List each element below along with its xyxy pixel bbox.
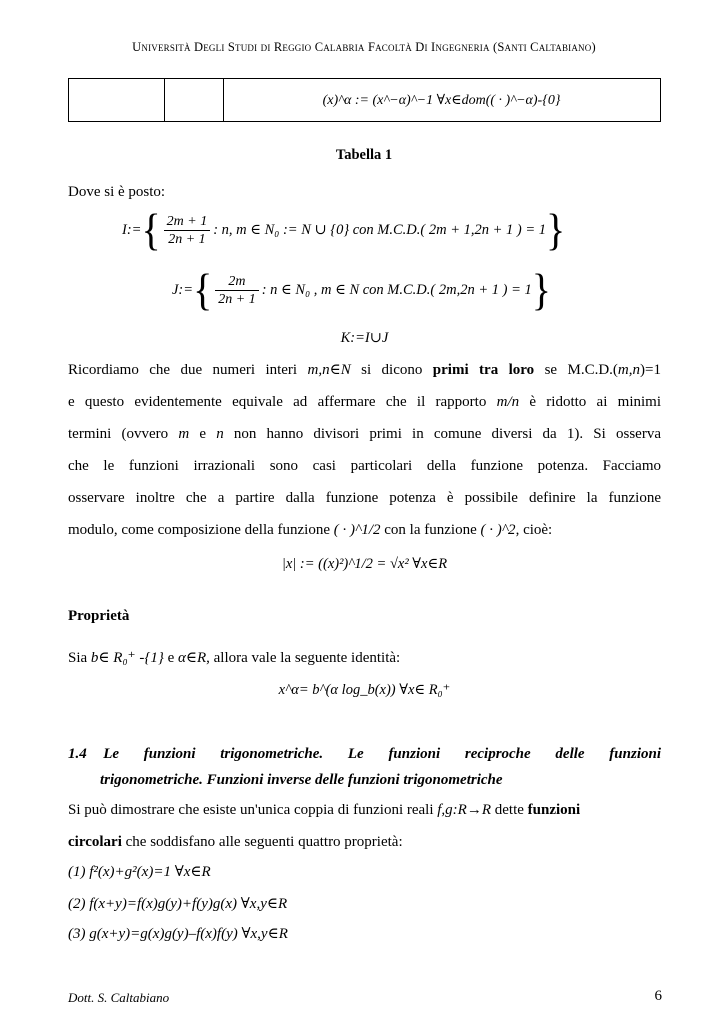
section-title-line-1: 1.4 Le funzioni trigonometriche. Le funzioni reciproche delle funzioni: [68, 746, 661, 762]
left-brace-icon: {: [141, 204, 161, 255]
running-header: Università Degli Studi di Reggio Calabria Facoltà Di Ingegneria (Santi Caltabiano): [132, 40, 596, 54]
set-K-definition: K:=I∪J: [340, 330, 389, 346]
footer-author: Dott. S. Caltabiano: [68, 990, 170, 1005]
table-caption: Tabella 1: [335, 147, 393, 163]
section-title-line-2: trigonometriche. Funzioni inverse delle funzioni trigonometriche: [100, 772, 503, 788]
set-I-fraction: $\frac{2m + 1}{2n + 1}$: [164, 213, 211, 248]
property-1: (1) f²(x)+g²(x)=1 ∀x∈R: [68, 864, 211, 880]
page-number: 6: [654, 988, 662, 1004]
table-last-row: [68, 78, 661, 122]
table-cell-empty-2: [164, 79, 224, 121]
paragraph-line-3: termini (ovvero m e n non hanno divisori primi in comune diversi da 1). Si osserva: [68, 426, 661, 442]
paragraph-line-5: osservare inoltre che a partire dalla funzione potenza è possibile definire la funzione: [68, 490, 661, 506]
intro-text: Dove si è posto:: [68, 184, 166, 200]
property-2: (2) f(x+y)=f(x)g(y)+f(y)g(x) ∀x,y∈R: [68, 896, 288, 912]
table-formula: (x)^α := (x^−α)^−1 ∀x∈dom(( · )^−α)-{0}: [322, 92, 561, 108]
set-I-lhs: I:=: [122, 221, 142, 238]
property-3: (3) g(x+y)=g(x)g(y)–f(x)f(y) ∀x,y∈R: [68, 926, 288, 942]
properties-title: Proprietà: [68, 608, 130, 624]
set-J-fraction: $\frac{2m}{2n + 1}$: [215, 273, 258, 308]
property-statement: Sia b∈ R₀⁺ -{1} e α∈R, allora vale la seguente identità:: [68, 650, 401, 666]
circular-functions-line-1: Si può dimostrare che esiste un'unica coppia di funzioni reali f,g:R→R dette funzioni: [68, 802, 581, 818]
set-I-condition: : n, m ∈ N₀ := N ∪ {0} con M.C.D.( 2m + 1,2n + 1 ) = 1: [213, 221, 547, 238]
paragraph-line-2: e questo evidentemente equivale ad affermare che il rapporto m/n è ridotto ai minimi: [68, 394, 661, 410]
set-I-definition: [122, 204, 566, 255]
right-brace-icon: }: [546, 204, 566, 255]
set-J-condition: : n ∈ N₀ , m ∈ N con M.C.D.( 2m,2n + 1 ) = 1: [261, 281, 532, 298]
paragraph-line-6: modulo, come composizione della funzione ( · )^1/2 con la funzione ( · )^2, cioè:: [68, 522, 553, 538]
set-J-definition: [172, 264, 551, 315]
left-brace-icon: {: [193, 264, 213, 315]
right-brace-icon: }: [531, 264, 551, 315]
abs-value-formula: |x| := ((x)²)^1/2 = √x² ∀x∈R: [281, 556, 448, 572]
paragraph-line-1: Ricordiamo che due numeri interi m,n∈N si dicono primi tra loro se M.C.D.(m,n)=1: [68, 362, 661, 378]
circular-functions-line-2: circolari che soddisfano alle seguenti quattro proprietà:: [68, 834, 403, 850]
set-J-lhs: J:=: [172, 281, 194, 298]
property-formula: x^α= b^(α log_b(x)) ∀x∈ R₀⁺: [278, 682, 451, 698]
table-cell-empty-1: [69, 79, 165, 121]
paragraph-line-4: che le funzioni irrazionali sono casi particolari della funzione potenza. Facciamo: [68, 458, 661, 474]
